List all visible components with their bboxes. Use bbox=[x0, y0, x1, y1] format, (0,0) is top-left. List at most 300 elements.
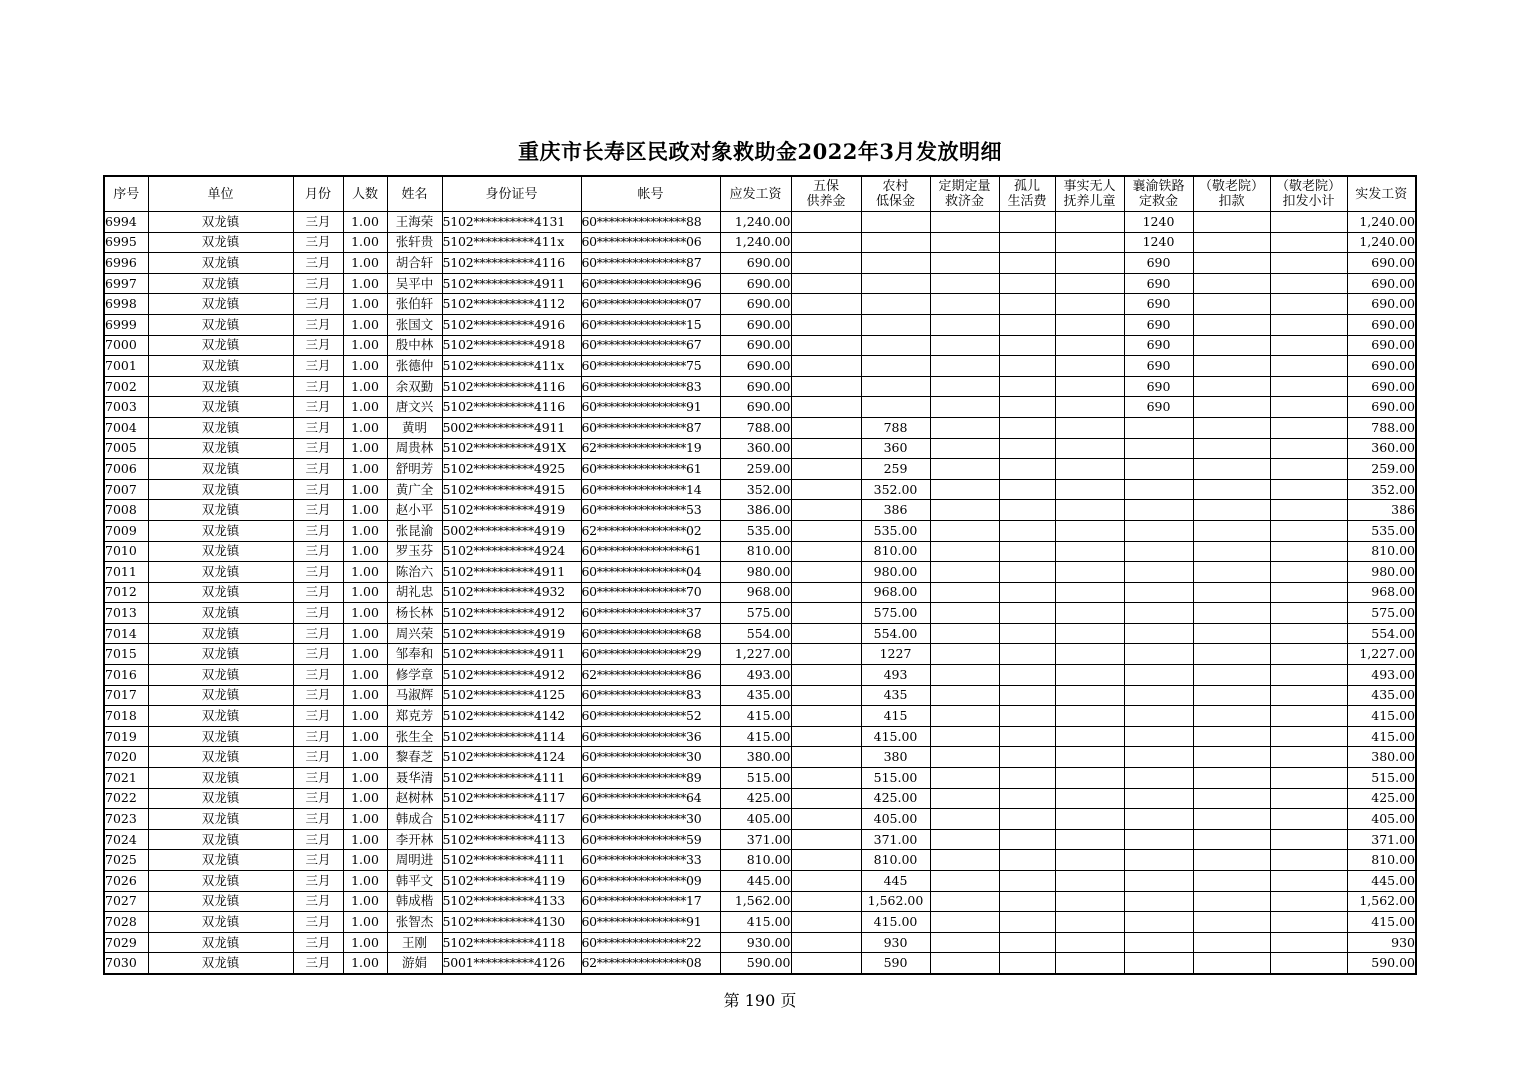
cell-count: 1.00 bbox=[343, 541, 387, 562]
cell-count: 1.00 bbox=[343, 212, 387, 233]
cell-actual-pay: 380.00 bbox=[1347, 747, 1416, 768]
cell-actual-pay: 386 bbox=[1347, 500, 1416, 521]
cell-name: 赵树林 bbox=[387, 788, 442, 809]
cell-unattended-child bbox=[1055, 850, 1124, 871]
table-row bbox=[104, 829, 1416, 850]
cell-wubao bbox=[791, 623, 861, 644]
cell-payable: 575.00 bbox=[720, 603, 791, 624]
cell-nursing-deduct bbox=[1193, 829, 1270, 850]
cell-id-number: 5102**********4131 bbox=[442, 212, 581, 233]
cell-actual-pay: 980.00 bbox=[1347, 562, 1416, 583]
cell-month: 三月 bbox=[293, 829, 343, 850]
cell-count: 1.00 bbox=[343, 644, 387, 665]
cell-account: 60***************87 bbox=[581, 417, 720, 438]
cell-name: 张德仲 bbox=[387, 356, 442, 377]
cell-month: 三月 bbox=[293, 685, 343, 706]
cell-month: 三月 bbox=[293, 397, 343, 418]
cell-unit: 双龙镇 bbox=[148, 376, 293, 397]
cell-xiangyu bbox=[1124, 891, 1193, 912]
cell-xiangyu bbox=[1124, 850, 1193, 871]
cell-month: 三月 bbox=[293, 500, 343, 521]
cell-unattended-child bbox=[1055, 438, 1124, 459]
cell-seq: 7012 bbox=[104, 582, 148, 603]
cell-dingqi bbox=[930, 417, 999, 438]
cell-wubao bbox=[791, 541, 861, 562]
table-row bbox=[104, 356, 1416, 377]
cell-unit: 双龙镇 bbox=[148, 953, 293, 974]
cell-name: 韩成合 bbox=[387, 809, 442, 830]
table-row bbox=[104, 747, 1416, 768]
cell-xiangyu bbox=[1124, 706, 1193, 727]
cell-xiangyu: 690 bbox=[1124, 253, 1193, 274]
cell-account: 60***************88 bbox=[581, 212, 720, 233]
cell-name: 黄广全 bbox=[387, 479, 442, 500]
cell-orphan bbox=[999, 644, 1055, 665]
cell-nursing-deduct bbox=[1193, 438, 1270, 459]
cell-orphan bbox=[999, 953, 1055, 974]
cell-nursing-subtotal bbox=[1270, 871, 1347, 892]
cell-name: 张生全 bbox=[387, 726, 442, 747]
header-unattended-child: 事实无人 抚养儿童 bbox=[1055, 176, 1124, 212]
header-actual-pay: 实发工资 bbox=[1347, 176, 1416, 212]
cell-dingqi bbox=[930, 603, 999, 624]
cell-count: 1.00 bbox=[343, 356, 387, 377]
cell-orphan bbox=[999, 850, 1055, 871]
cell-name: 马淑辉 bbox=[387, 685, 442, 706]
cell-nursing-deduct bbox=[1193, 747, 1270, 768]
cell-xiangyu bbox=[1124, 438, 1193, 459]
cell-count: 1.00 bbox=[343, 891, 387, 912]
cell-xiangyu bbox=[1124, 768, 1193, 789]
cell-wubao bbox=[791, 644, 861, 665]
cell-month: 三月 bbox=[293, 253, 343, 274]
cell-name: 张伯轩 bbox=[387, 294, 442, 315]
header-dibao: 农村 低保金 bbox=[861, 176, 930, 212]
table-row bbox=[104, 768, 1416, 789]
cell-count: 1.00 bbox=[343, 932, 387, 953]
cell-unattended-child bbox=[1055, 644, 1124, 665]
cell-dingqi bbox=[930, 253, 999, 274]
cell-month: 三月 bbox=[293, 891, 343, 912]
cell-orphan bbox=[999, 562, 1055, 583]
cell-actual-pay: 690.00 bbox=[1347, 273, 1416, 294]
cell-orphan bbox=[999, 459, 1055, 480]
cell-name: 周兴荣 bbox=[387, 623, 442, 644]
cell-nursing-subtotal bbox=[1270, 541, 1347, 562]
cell-nursing-deduct bbox=[1193, 520, 1270, 541]
cell-unattended-child bbox=[1055, 891, 1124, 912]
cell-dibao bbox=[861, 356, 930, 377]
cell-orphan bbox=[999, 520, 1055, 541]
cell-xiangyu bbox=[1124, 582, 1193, 603]
cell-nursing-subtotal bbox=[1270, 232, 1347, 253]
cell-account: 60***************87 bbox=[581, 253, 720, 274]
header-dingqi: 定期定量 救济金 bbox=[930, 176, 999, 212]
cell-orphan bbox=[999, 891, 1055, 912]
cell-wubao bbox=[791, 871, 861, 892]
cell-account: 60***************61 bbox=[581, 459, 720, 480]
cell-dibao: 1,562.00 bbox=[861, 891, 930, 912]
cell-id-number: 5102**********4111 bbox=[442, 768, 581, 789]
cell-nursing-deduct bbox=[1193, 726, 1270, 747]
header-id-number: 身份证号 bbox=[442, 176, 581, 212]
cell-nursing-subtotal bbox=[1270, 397, 1347, 418]
cell-dibao: 554.00 bbox=[861, 623, 930, 644]
cell-account: 60***************37 bbox=[581, 603, 720, 624]
cell-actual-pay: 425.00 bbox=[1347, 788, 1416, 809]
cell-xiangyu: 690 bbox=[1124, 356, 1193, 377]
cell-actual-pay: 371.00 bbox=[1347, 829, 1416, 850]
cell-name: 韩平文 bbox=[387, 871, 442, 892]
cell-id-number: 5102**********4911 bbox=[442, 644, 581, 665]
cell-seq: 6995 bbox=[104, 232, 148, 253]
cell-unit: 双龙镇 bbox=[148, 335, 293, 356]
cell-month: 三月 bbox=[293, 438, 343, 459]
table-row bbox=[104, 788, 1416, 809]
cell-nursing-subtotal bbox=[1270, 520, 1347, 541]
cell-count: 1.00 bbox=[343, 335, 387, 356]
cell-unit: 双龙镇 bbox=[148, 788, 293, 809]
cell-id-number: 5102**********4925 bbox=[442, 459, 581, 480]
cell-xiangyu bbox=[1124, 809, 1193, 830]
cell-dingqi bbox=[930, 912, 999, 933]
cell-xiangyu bbox=[1124, 685, 1193, 706]
cell-month: 三月 bbox=[293, 953, 343, 974]
cell-dibao: 380 bbox=[861, 747, 930, 768]
header-name: 姓名 bbox=[387, 176, 442, 212]
cell-payable: 405.00 bbox=[720, 809, 791, 830]
cell-orphan bbox=[999, 376, 1055, 397]
cell-payable: 1,227.00 bbox=[720, 644, 791, 665]
cell-payable: 1,240.00 bbox=[720, 232, 791, 253]
cell-seq: 7022 bbox=[104, 788, 148, 809]
table-row bbox=[104, 706, 1416, 727]
cell-account: 60***************83 bbox=[581, 685, 720, 706]
cell-xiangyu: 690 bbox=[1124, 273, 1193, 294]
cell-orphan bbox=[999, 212, 1055, 233]
table-row bbox=[104, 912, 1416, 933]
cell-actual-pay: 493.00 bbox=[1347, 665, 1416, 686]
cell-id-number: 5102**********4111 bbox=[442, 850, 581, 871]
cell-nursing-subtotal bbox=[1270, 603, 1347, 624]
cell-count: 1.00 bbox=[343, 603, 387, 624]
cell-dibao: 1227 bbox=[861, 644, 930, 665]
cell-nursing-deduct bbox=[1193, 706, 1270, 727]
cell-wubao bbox=[791, 273, 861, 294]
cell-orphan bbox=[999, 768, 1055, 789]
cell-unattended-child bbox=[1055, 541, 1124, 562]
cell-month: 三月 bbox=[293, 788, 343, 809]
cell-seq: 7001 bbox=[104, 356, 148, 377]
cell-seq: 7030 bbox=[104, 953, 148, 974]
cell-seq: 7029 bbox=[104, 932, 148, 953]
cell-dibao bbox=[861, 212, 930, 233]
cell-name: 舒明芳 bbox=[387, 459, 442, 480]
cell-xiangyu: 690 bbox=[1124, 397, 1193, 418]
cell-count: 1.00 bbox=[343, 232, 387, 253]
cell-payable: 810.00 bbox=[720, 850, 791, 871]
cell-dingqi bbox=[930, 212, 999, 233]
table-row bbox=[104, 294, 1416, 315]
cell-dingqi bbox=[930, 665, 999, 686]
cell-payable: 690.00 bbox=[720, 314, 791, 335]
cell-nursing-subtotal bbox=[1270, 417, 1347, 438]
cell-payable: 371.00 bbox=[720, 829, 791, 850]
cell-count: 1.00 bbox=[343, 747, 387, 768]
cell-count: 1.00 bbox=[343, 500, 387, 521]
cell-count: 1.00 bbox=[343, 912, 387, 933]
cell-count: 1.00 bbox=[343, 417, 387, 438]
cell-actual-pay: 575.00 bbox=[1347, 603, 1416, 624]
cell-dingqi bbox=[930, 685, 999, 706]
cell-wubao bbox=[791, 582, 861, 603]
cell-account: 60***************29 bbox=[581, 644, 720, 665]
cell-unattended-child bbox=[1055, 809, 1124, 830]
table-row bbox=[104, 520, 1416, 541]
table-row bbox=[104, 500, 1416, 521]
cell-dingqi bbox=[930, 850, 999, 871]
cell-unit: 双龙镇 bbox=[148, 685, 293, 706]
cell-name: 余双勤 bbox=[387, 376, 442, 397]
cell-nursing-deduct bbox=[1193, 397, 1270, 418]
cell-unit: 双龙镇 bbox=[148, 541, 293, 562]
cell-actual-pay: 445.00 bbox=[1347, 871, 1416, 892]
cell-payable: 690.00 bbox=[720, 253, 791, 274]
header-unit: 单位 bbox=[148, 176, 293, 212]
cell-nursing-subtotal bbox=[1270, 253, 1347, 274]
cell-unattended-child bbox=[1055, 706, 1124, 727]
cell-orphan bbox=[999, 397, 1055, 418]
cell-nursing-subtotal bbox=[1270, 500, 1347, 521]
cell-id-number: 5102**********4116 bbox=[442, 253, 581, 274]
cell-unattended-child bbox=[1055, 417, 1124, 438]
cell-unit: 双龙镇 bbox=[148, 232, 293, 253]
table-row bbox=[104, 438, 1416, 459]
cell-unit: 双龙镇 bbox=[148, 500, 293, 521]
cell-account: 60***************04 bbox=[581, 562, 720, 583]
cell-dingqi bbox=[930, 335, 999, 356]
cell-id-number: 5002**********4911 bbox=[442, 417, 581, 438]
cell-name: 张智杰 bbox=[387, 912, 442, 933]
cell-nursing-deduct bbox=[1193, 623, 1270, 644]
cell-account: 60***************52 bbox=[581, 706, 720, 727]
cell-unattended-child bbox=[1055, 314, 1124, 335]
cell-unit: 双龙镇 bbox=[148, 829, 293, 850]
cell-account: 62***************02 bbox=[581, 520, 720, 541]
table-row bbox=[104, 644, 1416, 665]
cell-name: 殷中林 bbox=[387, 335, 442, 356]
cell-nursing-deduct bbox=[1193, 644, 1270, 665]
cell-orphan bbox=[999, 603, 1055, 624]
header-count: 人数 bbox=[343, 176, 387, 212]
cell-xiangyu bbox=[1124, 459, 1193, 480]
cell-count: 1.00 bbox=[343, 273, 387, 294]
cell-payable: 515.00 bbox=[720, 768, 791, 789]
cell-actual-pay: 690.00 bbox=[1347, 397, 1416, 418]
cell-seq: 7014 bbox=[104, 623, 148, 644]
cell-actual-pay: 535.00 bbox=[1347, 520, 1416, 541]
cell-id-number: 5102**********4133 bbox=[442, 891, 581, 912]
cell-dibao: 980.00 bbox=[861, 562, 930, 583]
header-nursing-subtotal: （敬老院） 扣发小计 bbox=[1270, 176, 1347, 212]
header-month: 月份 bbox=[293, 176, 343, 212]
cell-dibao: 445 bbox=[861, 871, 930, 892]
table-row bbox=[104, 809, 1416, 830]
cell-count: 1.00 bbox=[343, 768, 387, 789]
cell-nursing-subtotal bbox=[1270, 479, 1347, 500]
cell-wubao bbox=[791, 212, 861, 233]
cell-dingqi bbox=[930, 314, 999, 335]
cell-dibao: 386 bbox=[861, 500, 930, 521]
cell-seq: 7025 bbox=[104, 850, 148, 871]
table-row bbox=[104, 232, 1416, 253]
cell-month: 三月 bbox=[293, 603, 343, 624]
cell-actual-pay: 968.00 bbox=[1347, 582, 1416, 603]
cell-id-number: 5102**********4130 bbox=[442, 912, 581, 933]
cell-payable: 360.00 bbox=[720, 438, 791, 459]
cell-wubao bbox=[791, 850, 861, 871]
cell-unattended-child bbox=[1055, 768, 1124, 789]
cell-unattended-child bbox=[1055, 829, 1124, 850]
cell-count: 1.00 bbox=[343, 438, 387, 459]
cell-unattended-child bbox=[1055, 212, 1124, 233]
cell-account: 60***************68 bbox=[581, 623, 720, 644]
cell-dibao: 415 bbox=[861, 706, 930, 727]
cell-account: 60***************33 bbox=[581, 850, 720, 871]
cell-unit: 双龙镇 bbox=[148, 479, 293, 500]
cell-unit: 双龙镇 bbox=[148, 747, 293, 768]
cell-dibao bbox=[861, 397, 930, 418]
cell-actual-pay: 435.00 bbox=[1347, 685, 1416, 706]
cell-unattended-child bbox=[1055, 376, 1124, 397]
header-wubao: 五保 供养金 bbox=[791, 176, 861, 212]
cell-orphan bbox=[999, 479, 1055, 500]
cell-account: 60***************83 bbox=[581, 376, 720, 397]
cell-orphan bbox=[999, 294, 1055, 315]
cell-nursing-deduct bbox=[1193, 253, 1270, 274]
cell-xiangyu bbox=[1124, 644, 1193, 665]
cell-id-number: 5102**********4113 bbox=[442, 829, 581, 850]
cell-month: 三月 bbox=[293, 376, 343, 397]
cell-count: 1.00 bbox=[343, 685, 387, 706]
cell-nursing-subtotal bbox=[1270, 891, 1347, 912]
cell-count: 1.00 bbox=[343, 726, 387, 747]
cell-xiangyu: 690 bbox=[1124, 335, 1193, 356]
cell-seq: 6998 bbox=[104, 294, 148, 315]
table-row bbox=[104, 397, 1416, 418]
table-row bbox=[104, 871, 1416, 892]
cell-nursing-subtotal bbox=[1270, 623, 1347, 644]
cell-name: 陈治六 bbox=[387, 562, 442, 583]
cell-payable: 1,562.00 bbox=[720, 891, 791, 912]
cell-unit: 双龙镇 bbox=[148, 623, 293, 644]
cell-unit: 双龙镇 bbox=[148, 603, 293, 624]
cell-wubao bbox=[791, 603, 861, 624]
cell-unattended-child bbox=[1055, 520, 1124, 541]
table-row bbox=[104, 665, 1416, 686]
table-row bbox=[104, 726, 1416, 747]
table-row bbox=[104, 603, 1416, 624]
cell-unattended-child bbox=[1055, 685, 1124, 706]
cell-nursing-subtotal bbox=[1270, 726, 1347, 747]
cell-actual-pay: 1,240.00 bbox=[1347, 212, 1416, 233]
cell-payable: 980.00 bbox=[720, 562, 791, 583]
cell-payable: 788.00 bbox=[720, 417, 791, 438]
cell-payable: 415.00 bbox=[720, 706, 791, 727]
cell-orphan bbox=[999, 706, 1055, 727]
cell-id-number: 5102**********4916 bbox=[442, 314, 581, 335]
cell-dibao: 259 bbox=[861, 459, 930, 480]
cell-unit: 双龙镇 bbox=[148, 871, 293, 892]
cell-id-number: 5102**********4116 bbox=[442, 397, 581, 418]
cell-unattended-child bbox=[1055, 562, 1124, 583]
cell-seq: 7019 bbox=[104, 726, 148, 747]
cell-actual-pay: 415.00 bbox=[1347, 726, 1416, 747]
cell-unit: 双龙镇 bbox=[148, 212, 293, 233]
cell-month: 三月 bbox=[293, 623, 343, 644]
table-row bbox=[104, 685, 1416, 706]
cell-id-number: 5102**********4124 bbox=[442, 747, 581, 768]
cell-dibao: 371.00 bbox=[861, 829, 930, 850]
table-row bbox=[104, 541, 1416, 562]
cell-nursing-subtotal bbox=[1270, 912, 1347, 933]
cell-name: 修学章 bbox=[387, 665, 442, 686]
cell-seq: 7005 bbox=[104, 438, 148, 459]
cell-wubao bbox=[791, 788, 861, 809]
header-payable: 应发工资 bbox=[720, 176, 791, 212]
cell-dibao bbox=[861, 253, 930, 274]
cell-xiangyu: 690 bbox=[1124, 314, 1193, 335]
cell-dibao bbox=[861, 335, 930, 356]
cell-unattended-child bbox=[1055, 356, 1124, 377]
cell-nursing-deduct bbox=[1193, 459, 1270, 480]
cell-month: 三月 bbox=[293, 356, 343, 377]
cell-unattended-child bbox=[1055, 582, 1124, 603]
cell-actual-pay: 690.00 bbox=[1347, 314, 1416, 335]
cell-wubao bbox=[791, 685, 861, 706]
cell-wubao bbox=[791, 335, 861, 356]
cell-orphan bbox=[999, 253, 1055, 274]
cell-count: 1.00 bbox=[343, 314, 387, 335]
cell-month: 三月 bbox=[293, 417, 343, 438]
cell-dibao: 575.00 bbox=[861, 603, 930, 624]
cell-unattended-child bbox=[1055, 871, 1124, 892]
cell-wubao bbox=[791, 768, 861, 789]
cell-nursing-deduct bbox=[1193, 479, 1270, 500]
cell-dibao: 415.00 bbox=[861, 912, 930, 933]
cell-count: 1.00 bbox=[343, 809, 387, 830]
table-row bbox=[104, 273, 1416, 294]
cell-unit: 双龙镇 bbox=[148, 891, 293, 912]
cell-dibao: 360 bbox=[861, 438, 930, 459]
cell-dingqi bbox=[930, 459, 999, 480]
cell-orphan bbox=[999, 685, 1055, 706]
cell-count: 1.00 bbox=[343, 294, 387, 315]
cell-account: 62***************08 bbox=[581, 953, 720, 974]
cell-dingqi bbox=[930, 562, 999, 583]
cell-nursing-deduct bbox=[1193, 912, 1270, 933]
cell-dibao: 788 bbox=[861, 417, 930, 438]
table-row bbox=[104, 891, 1416, 912]
cell-orphan bbox=[999, 273, 1055, 294]
cell-id-number: 5102**********4919 bbox=[442, 500, 581, 521]
cell-actual-pay: 554.00 bbox=[1347, 623, 1416, 644]
cell-unattended-child bbox=[1055, 500, 1124, 521]
cell-wubao bbox=[791, 932, 861, 953]
cell-nursing-deduct bbox=[1193, 562, 1270, 583]
cell-name: 赵小平 bbox=[387, 500, 442, 521]
cell-month: 三月 bbox=[293, 212, 343, 233]
